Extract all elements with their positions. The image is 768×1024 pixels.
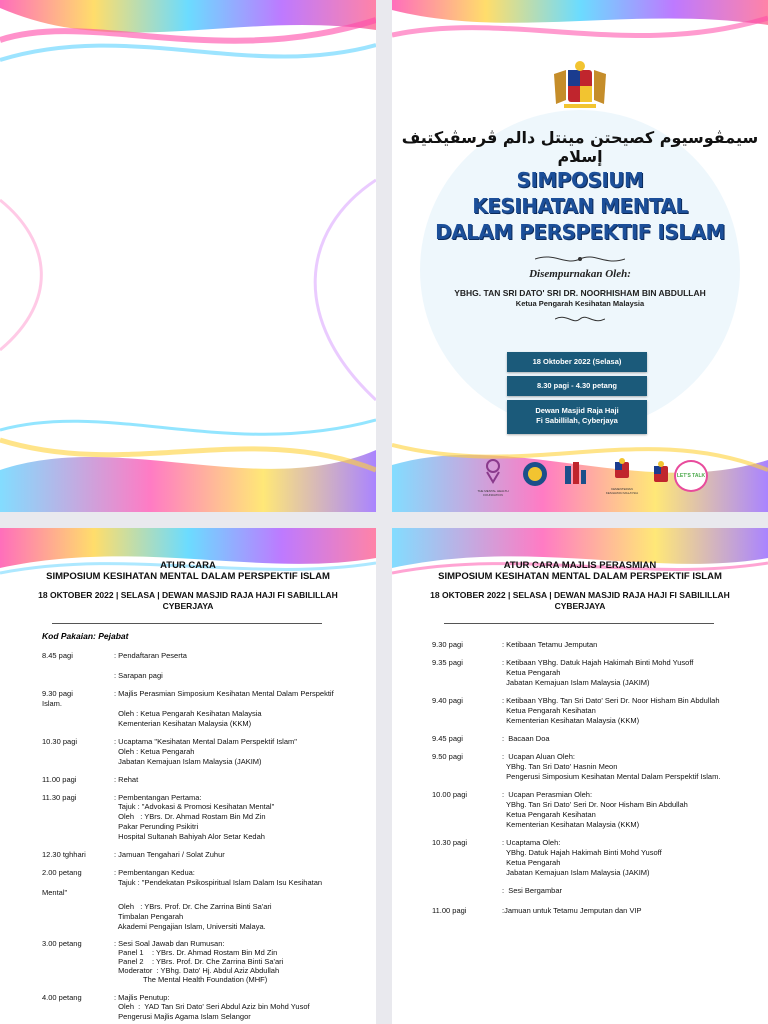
coat-of-arms-icon	[550, 60, 610, 110]
schedule-description: : Pembentangan Pertama:	[114, 793, 202, 802]
program-date-venue: 18 OKTOBER 2022 | SELASA | DEWAN MASJID RAJA HAJI FI SABILILLAH	[38, 590, 338, 600]
schedule-time: 10.30 pagi	[42, 737, 78, 746]
venue-line-2: Fi Sabillilah, Cyberjaya	[536, 416, 618, 425]
panel-blank	[0, 0, 376, 512]
decorative-swirl-top	[0, 0, 376, 512]
panel-launch	[392, 528, 768, 1024]
date-box: 18 Oktober 2022 (Selasa)	[507, 352, 647, 372]
schedule-description: :Jamuan untuk Tetamu Jemputan dan VIP	[502, 906, 642, 915]
lets-talk-logo	[674, 460, 708, 492]
schedule-description: : Pendaftaran Peserta	[114, 651, 187, 660]
schedule-description: : Ucaptama "Kesihatan Mental Dalam Perspektif Islam"	[114, 737, 297, 746]
program-subheading: SIMPOSIUM KESIHATAN MENTAL DALAM PERSPEKTIF ISLAM	[46, 571, 330, 582]
schedule-description: YBhg. Tan Sri Dato' Hasnin Meon	[502, 762, 618, 771]
mhf-icon	[482, 458, 504, 484]
schedule-description: Timbalan Pengarah	[114, 912, 184, 921]
schedule-time: 3.00 petang	[42, 939, 82, 948]
schedule-description: Pengerusi Simposium Kesihatan Mental Dalam Perspektif Islam.	[502, 772, 721, 781]
schedule-description: : Ketibaan YBhg. Datuk Hajah Hakimah Binti Mohd Yusoff	[502, 658, 694, 667]
schedule-description: : Majlis Perasmian Simposium Kesihatan Mental Dalam Perspektif	[114, 689, 334, 698]
schedule-time: 9.40 pagi	[432, 696, 463, 705]
schedule-description: : Ucaptama Oleh:	[502, 838, 561, 847]
schedule-time: 9.45 pagi	[432, 734, 463, 743]
schedule-description: Oleh : YBrs. Prof. Dr. Che Zarrina Binti Sa'ari	[114, 902, 272, 911]
schedule-description: Jabatan Kemajuan Islam Malaysia (JAKIM)	[502, 868, 650, 877]
schedule-description: Pengerusi Majlis Agama Islam Selangor	[114, 1012, 251, 1021]
mhf-caption: THE MENTAL HEALTH FOUNDATION	[477, 489, 509, 497]
ornament-divider-icon	[555, 313, 605, 325]
jakim-logo-icon	[522, 460, 548, 488]
schedule-time: Islam.	[42, 699, 63, 708]
launch-date-venue: 18 OKTOBER 2022 | SELASA | DEWAN MASJID RAJA HAJI FI SABILILLAH	[430, 590, 730, 600]
schedule-description: : Ucapan Perasmian Oleh:	[502, 790, 593, 799]
title-line-1: SIMPOSIUM	[516, 168, 644, 192]
schedule-description: Jabatan Kemajuan Islam Malaysia (JAKIM)	[502, 678, 650, 687]
officiated-by-label: Disempurnakan Oleh:	[529, 268, 631, 280]
title-line-3: DALAM PERSPEKTIF ISLAM	[435, 220, 725, 244]
schedule-description: Akademi Pengajian Islam, Universiti Malaya.	[114, 922, 266, 931]
schedule-description: Kementerian Kesihatan Malaysia (KKM)	[114, 719, 252, 728]
schedule-description: : Bacaan Doa	[502, 734, 550, 743]
schedule-time: 8.45 pagi	[42, 651, 73, 660]
jawi-title: سيمڤوسيوم کصيحتن مينتل دالم ڤرسڤيکتيف إسلام	[401, 128, 759, 166]
schedule-description: YBhg. Tan Sri Dato' Seri Dr. Noor Hisham Bin Abdullah	[502, 800, 688, 809]
schedule-description: Kementerian Kesihatan Malaysia (KKM)	[502, 820, 640, 829]
venue-box	[507, 400, 647, 434]
program-heading: ATUR CARA	[160, 560, 216, 571]
panel-cover	[392, 0, 768, 512]
schedule-description: YBhg. Datuk Hajah Hakimah Binti Mohd Yusoff	[502, 848, 662, 857]
schedule-description: Moderator : YBhg. Dato' Hj. Abdul Aziz Abdullah	[114, 966, 280, 975]
schedule-time: Mental"	[42, 888, 68, 897]
schedule-description: : Ketibaan YBhg. Tan Sri Dato' Seri Dr. Noor Hisham Bin Abdullah	[502, 696, 720, 705]
schedule-description: Panel 1 : YBrs. Dr. Ahmad Rostam Bin Md Zin	[114, 948, 278, 957]
schedule-description: : Sarapan pagi	[114, 671, 163, 680]
schedule-description: : Sesi Bergambar	[502, 886, 563, 895]
dress-code: Kod Pakaian: Pejabat	[42, 631, 129, 641]
schedule-description: Tajuk : "Advokasi & Promosi Kesihatan Mental"	[114, 802, 275, 811]
schedule-time: 12.30 tghhari	[42, 850, 86, 859]
schedule-description: The Mental Health Foundation (MHF)	[114, 975, 268, 984]
officiant-name: YBHG. TAN SRI DATO' SRI DR. NOORHISHAM BIN ABDULLAH	[454, 288, 706, 298]
title-line-2: KESIHATAN MENTAL	[472, 194, 688, 218]
schedule-description: Tajuk : "Pendekatan Psikospiritual Islam Dalam Isu Kesihatan	[114, 878, 323, 887]
schedule-time: 11.00 pagi	[42, 775, 77, 784]
schedule-description: Oleh : Ketua Pengarah	[114, 747, 195, 756]
time-box: 8.30 pagi - 4.30 petang	[507, 376, 647, 396]
launch-city: CYBERJAYA	[554, 601, 606, 611]
schedule-time: 10.00 pagi	[432, 790, 468, 799]
schedule-description: Ketua Pengarah Kesihatan	[502, 810, 596, 819]
schedule-time: 11.00 pagi	[432, 906, 467, 915]
program-city: CYBERJAYA	[162, 601, 214, 611]
panel-program	[0, 528, 376, 1024]
divider-line	[52, 623, 322, 624]
schedule-description: : Jamuan Tengahari / Solat Zuhur	[114, 850, 225, 859]
schedule-time: 11.30 pagi	[42, 793, 77, 802]
kkm-caption: KEMENTERIAN KESIHATAN MALAYSIA	[605, 487, 639, 495]
schedule-time: 10.30 pagi	[432, 838, 468, 847]
schedule-description: : Ucapan Aluan Oleh:	[502, 752, 575, 761]
schedule-description: Panel 2 : YBrs. Prof. Dr. Che Zarrina Binti Sa'ari	[114, 957, 284, 966]
schedule-description: Kementerian Kesihatan Malaysia (KKM)	[502, 716, 640, 725]
schedule-description: Oleh : YAD Tan Sri Dato' Seri Abdul Aziz bin Mohd Yusof	[114, 1002, 310, 1011]
schedule-description: : Sesi Soal Jawab dan Rumusan:	[114, 939, 225, 948]
schedule-time: 4.00 petang	[42, 993, 82, 1002]
schedule-description: : Pembentangan Kedua:	[114, 868, 195, 877]
schedule-description: : Rehat	[114, 775, 139, 784]
schedule-time: 2.00 petang	[42, 868, 82, 877]
kkm-logo	[604, 458, 640, 494]
mental-health-foundation-logo	[477, 458, 509, 497]
masjid-logo-icon	[562, 460, 588, 488]
schedule-time: 9.30 pagi	[42, 689, 73, 698]
schedule-description: Ketua Pengarah	[502, 668, 561, 677]
schedule-description: Pakar Perunding Psikitri	[114, 822, 199, 831]
launch-heading: ATUR CARA MAJLIS PERASMIAN	[503, 560, 657, 571]
schedule-description: Ketua Pengarah	[502, 858, 561, 867]
jata-logo-icon	[648, 460, 674, 488]
venue-line-1: Dewan Masjid Raja Haji	[535, 406, 619, 415]
schedule-description: : Majlis Penutup:	[114, 993, 170, 1002]
kkm-icon	[609, 458, 635, 482]
schedule-description: : Ketibaan Tetamu Jemputan	[502, 640, 598, 649]
divider-line	[444, 623, 714, 624]
schedule-description: Jabatan Kemajuan Islam Malaysia (JAKIM)	[114, 757, 262, 766]
launch-subheading: SIMPOSIUM KESIHATAN MENTAL DALAM PERSPEKTIF ISLAM	[438, 571, 722, 582]
schedule-description: Oleh : Ketua Pengarah Kesihatan Malaysia	[114, 709, 262, 718]
ornament-divider-icon	[535, 252, 625, 266]
schedule-description: Ketua Pengarah Kesihatan	[502, 706, 596, 715]
schedule-description: Oleh : YBrs. Dr. Ahmad Rostam Bin Md Zin	[114, 812, 266, 821]
officiant-title: Ketua Pengarah Kesihatan Malaysia	[515, 299, 645, 308]
schedule-description: Hospital Sultanah Bahiyah Alor Setar Kedah	[114, 832, 265, 841]
lets-talk-text: LET'S TALK	[676, 473, 706, 479]
schedule-time: 9.35 pagi	[432, 658, 463, 667]
schedule-time: 9.30 pagi	[432, 640, 463, 649]
schedule-time: 9.50 pagi	[432, 752, 463, 761]
